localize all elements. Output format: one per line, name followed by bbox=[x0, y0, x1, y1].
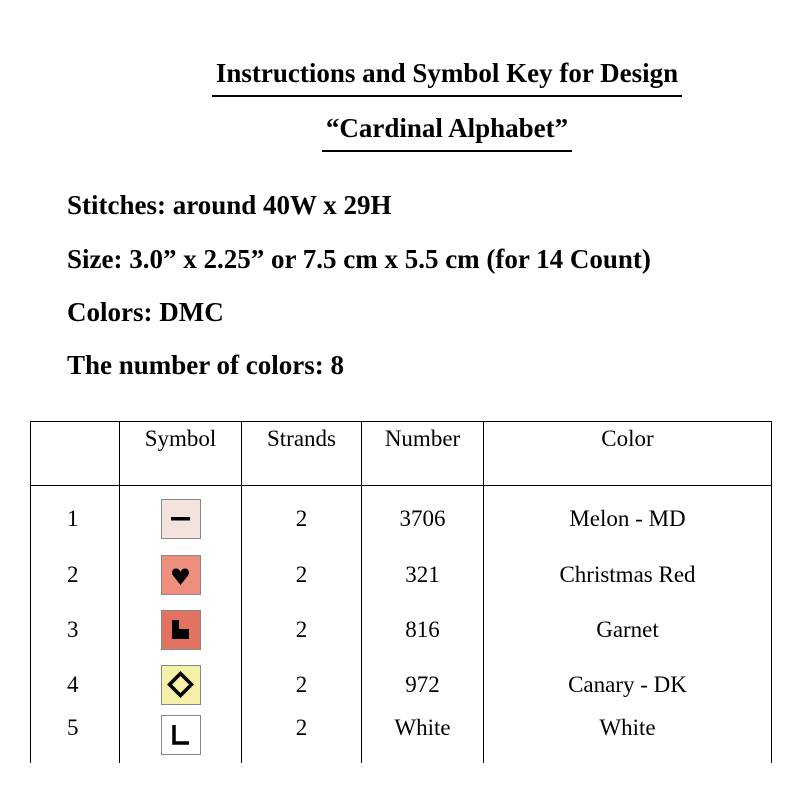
title-line-2: “Cardinal Alphabet” bbox=[322, 113, 572, 152]
table-row bbox=[31, 486, 772, 548]
heart-icon bbox=[161, 555, 201, 595]
document-title bbox=[0, 58, 794, 97]
header-number: Number bbox=[362, 422, 484, 486]
row-strands: 2 bbox=[242, 712, 362, 763]
row-symbol bbox=[120, 712, 242, 763]
row-index: 1 bbox=[31, 486, 120, 548]
row-color: White bbox=[484, 712, 772, 763]
header-color: Color bbox=[484, 422, 772, 486]
row-color: Canary - DK bbox=[484, 657, 772, 712]
table-header-row bbox=[31, 422, 772, 486]
title-line-1: Instructions and Symbol Key for Design bbox=[212, 58, 682, 97]
row-color: Christmas Red bbox=[484, 547, 772, 602]
design-name bbox=[0, 113, 794, 152]
stitches-info: Stitches: around 40W x 29H bbox=[67, 190, 392, 220]
header-symbol: Symbol bbox=[120, 422, 242, 486]
row-symbol bbox=[120, 486, 242, 548]
row-color: Melon - MD bbox=[484, 486, 772, 548]
row-number: 972 bbox=[362, 657, 484, 712]
row-index: 5 bbox=[31, 712, 120, 763]
table-row bbox=[31, 602, 772, 657]
row-index: 4 bbox=[31, 657, 120, 712]
row-symbol bbox=[120, 547, 242, 602]
row-strands: 2 bbox=[242, 657, 362, 712]
row-index: 3 bbox=[31, 602, 120, 657]
table-row bbox=[31, 547, 772, 602]
row-strands: 2 bbox=[242, 602, 362, 657]
symbol-key-table bbox=[30, 421, 772, 763]
diamond-outline-icon bbox=[161, 665, 201, 705]
row-number: 3706 bbox=[362, 486, 484, 548]
row-number: White bbox=[362, 712, 484, 763]
row-symbol bbox=[120, 657, 242, 712]
row-color: Garnet bbox=[484, 602, 772, 657]
row-strands: 2 bbox=[242, 547, 362, 602]
dash-icon bbox=[161, 499, 201, 539]
colors-info: Colors: DMC bbox=[67, 297, 224, 327]
table-row bbox=[31, 657, 772, 712]
header-strands: Strands bbox=[242, 422, 362, 486]
row-symbol bbox=[120, 602, 242, 657]
row-strands: 2 bbox=[242, 486, 362, 548]
row-number: 816 bbox=[362, 602, 484, 657]
header-index bbox=[31, 422, 120, 486]
color-count-info: The number of colors: 8 bbox=[67, 350, 344, 380]
corner-block-icon bbox=[161, 610, 201, 650]
corner-l-icon bbox=[161, 715, 201, 755]
row-index: 2 bbox=[31, 547, 120, 602]
size-info: Size: 3.0” x 2.25” or 7.5 cm x 5.5 cm (for 14 Count) bbox=[67, 244, 651, 274]
table-row bbox=[31, 712, 772, 763]
row-number: 321 bbox=[362, 547, 484, 602]
